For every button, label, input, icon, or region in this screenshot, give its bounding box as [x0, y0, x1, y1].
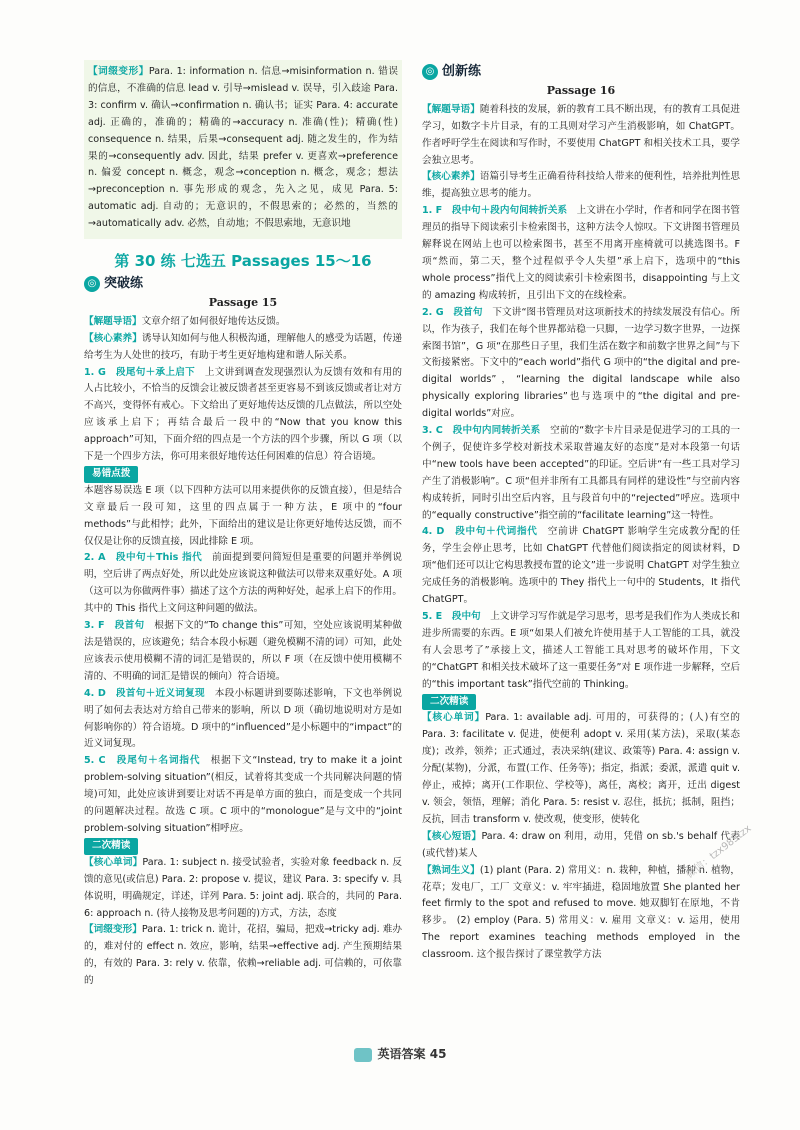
tip-1 [84, 466, 402, 483]
answer-1-text: 上文讲在小学时，作者和同学在图书管理员的指导下阅读索引卡检索图书，这种方法令人惊叹。下文讲图书管理员解释说在网站上也可以检索图书，甚至不用离开座椅就可以挑选图书。F 项“然而，第二天，整个过程似乎令人失望”承上启下，选项中的“this whole process”指代上文的阅读索引卡检索图书，disappointing 与上文的 amazing 构成转折，且引出下文的在线检索。 [422, 205, 740, 301]
answer-3 [422, 423, 740, 524]
keyword-text: Para. 1: available adj. 可用的，可获得的；(人)有空的 Para. 3: facilitate v. 促进，使便利 adopt v. 采用(某方法)，采取(某态度)；改养，领养；正式通过，表决采纳(建议、政策等) Para. 4: assign v. 分配(某物)，分派，布置(工作、任务等)；指定，指派；委派，派遣 quit v. 停止，戒掉；离开(工作职位、学校等)，离任，离校；离开，迁出 digest v. 领会，领悟，理解；消化 Para. 5: resist v. 忍住，抵抗；抵制，阻挡；反抗，回击 transform v. 使改观，使变形，使转化 [422, 712, 740, 825]
section-icon: ◎ [84, 276, 100, 292]
answer-4-text: 本段小标题讲到要陈述影响，下文也举例说明了如何去表达对方给自己带来的影响，所以 D 项（确切地说明对方是如何影响你的）符合语境。D 项中的“influenced”是小标题中的“impact”的近义词复现。 [84, 687, 403, 750]
right-column [422, 60, 740, 964]
answer-5-tag: 5. E 段中句 [422, 611, 481, 622]
section-label: 突破练 [104, 275, 144, 291]
answer-3-tag: 3. C 段中句内同转折关系 [422, 425, 541, 437]
answer-1 [422, 203, 740, 304]
answer-2 [84, 550, 402, 618]
answer-5-text: 根据下文“Instead, try to make it a joint problem-solving situation”(相反，试着将其变成一个共同解决问题的情境)可知，此处应该讲到要让对话不再是单方面的独白，而是变成一个共同的问题解决过程。故选 C 项。C 项中的“monologue”是与文中的“joint problem-solving situation”相呼应。 [84, 755, 403, 834]
vocab-para-2 [84, 922, 402, 990]
answer-3-text: 空前的“数字卡片目录是促进学习的工具的一个例子，促使许多学校对新技术采取普遍友好的态度”是对本段第一句话中“new tools have been accepted”的印证。空后讲“有一些工具对学习产生了消极影响”。C 项“但并非所有工具都具有同样的建设性”与空前内容构成转折，同时引出空后内容，且与段首句中的“rejected”呼应。选项中的“equally constructive”指空前的“facilitate learning”这一特性。 [422, 425, 740, 521]
vocab-tag-2: 【词缀变形】 [84, 924, 142, 936]
core-para [84, 331, 402, 365]
core-text: 语篇引导考生正确看待科技给人带来的便利性，培养批判性思维，提高独立思考的能力。 [422, 171, 741, 200]
core-text: 诱导认知如何与他人积极沟通，理解他人的感受为话题，传递给考生为人处世的技巧，有助于考生更好地构建和谐人际关系。 [84, 332, 403, 361]
vocab-text-2: Para. 1: trick n. 诡计，花招，骗局，把戏→tricky adj. 难办的，难对付的 effect n. 效应，影响，结果→effective adj. 产生预期结果的，有效的 Para. 3: rely v. 依靠，依赖→reliable adj. 可信赖的，可依靠的 [84, 924, 402, 987]
keyword-tag: 【核心单词】 [422, 712, 486, 724]
passage-title: Passage 15 [208, 295, 278, 309]
vocab-tag: 【词缀变形】 [88, 66, 149, 77]
answer-2-text: 前面提到要问简短但是重要的问题并举例说明，空后讲了两点好处，所以此处应该说这种做法可以带来双重好处。A 项（这可以为你做两件事）描述了这个方法的两种好处，起承上启下的作用。其中的 This 指代上文问这种问题的做法。 [84, 552, 402, 615]
section-header-breakthrough [84, 276, 402, 293]
answer-1-tag: 1. G 段尾句＋承上启下 [84, 366, 195, 378]
keyword-para [84, 855, 402, 923]
intro-text: 文章介绍了如何很好地传达反馈。 [141, 315, 286, 327]
familiar-word-tag: 【熟词生义】 [422, 864, 480, 876]
answer-4 [422, 524, 740, 609]
tip-3-label: 二次精读 [422, 694, 476, 711]
answer-5 [422, 609, 740, 694]
intro-tag: 【解题导语】 [84, 315, 142, 327]
answer-4-tag: 4. D 段中句＋代词指代 [422, 526, 538, 538]
book-logo-icon [354, 1048, 372, 1062]
tip-2-label: 二次精读 [84, 838, 138, 855]
section-icon: ◎ [422, 64, 438, 80]
page [84, 60, 741, 1070]
answer-4 [84, 686, 402, 754]
answer-3 [84, 618, 402, 686]
passage-title: Passage 16 [546, 83, 616, 97]
footer-label: 英语答案 [377, 1047, 426, 1061]
vocab-box [84, 60, 402, 239]
answer-1-tag: 1. F 段中句＋段内句间转折关系 [422, 205, 568, 217]
tip-1-body: 本题容易误选 E 项（以下四种方法可以用来提供你的反馈直接），但是结合文章最后一段可知，这里的四点属于一种方法，E 项中的“four methods”与此相悖；此外，下面给出的建议是让你更好地传达反馈，而不仅仅是让你的反馈直接，因此排除 E 项。 [84, 484, 402, 547]
intro-tag: 【解题导语】 [422, 103, 480, 115]
answer-1 [84, 365, 402, 466]
phrase-para [422, 829, 740, 863]
keyword-text: Para. 1: subject n. 接受试验者，实验对象 feedback n. 反馈的意见(或信息) Para. 2: propose v. 提议，建议 Para. 3: specify v. 具体说明，明确规定，详述，详列 Para. 5: joint adj. 联合的，共同的 Para. 6: approach n. (待人接物及思考问题的)方式，方法，态度 [84, 856, 403, 919]
answer-4-tag: 4. D 段首句＋近义词复现 [84, 687, 205, 699]
core-tag: 【核心素养】 [422, 171, 480, 183]
familiar-word-text: (1) plant (Para. 2) 常用义：n. 栽种，种植，播种 n. 植物，花草；发电厂，工厂 文章义：v. 牢牢插进，稳固地放置 She planted her feet firmly to the spot and refused to move. 她双脚钉在原地，不肯移步。 (2) employ (Para. 5) 常用义：v. 雇用 文章义：v. 运用，使用 The report examines teaching methods employed in the classroom. 这个报告探讨了课堂教学方法 [422, 864, 741, 961]
phrase-text: Para. 4: draw on 利用，动用，凭借 on sb.'s behalf 代表(或代替)某人 [422, 830, 740, 859]
unit-title: 第 30 练 七选五 Passages 15～16 [114, 252, 372, 271]
answer-5-text: 上文讲学习写作就是学习思考，思考是我们作为人类成长和进步所需要的东西。E 项“如果人们被允许使用基于人工智能的工具，就没有人会思考了”承接上文，描述人工智能工具对思考的破坏作用，下文的“ChatGPT 和相关技术破坏了这一重要任务”对 E 项作进一步解释，空后的“this important task”指代空前的 Thinking。 [422, 611, 741, 690]
keyword-para [422, 710, 740, 828]
tip-3 [422, 694, 740, 711]
answer-2 [422, 305, 740, 423]
answer-5-tag: 5. C 段尾句＋名词指代 [84, 755, 201, 767]
answer-2-text: 下文讲“图书管理员对这项新技术的持续发展没有信心。所以，作为孩子，我们在每个世界都站稳一只脚，一边学习数字世界，一边探索图书馆”，G 项“在那些日子里，我们生活在数字和前数字世界之间”与下文衔接紧密。下文中的“each world”指代 G 项中的“the digital and pre-digital worlds”，“learning the digital landscape while also physically exploring libraries”也与选项中的“the digital and pre-digital worlds”对应。 [422, 306, 740, 420]
answer-3-text: 根据下文的“To change this”可知，空处应该说明某种做法是错误的，应该避免；结合本段小标题（避免模糊不清的词）可知，此处应该表示使用模糊不清的词汇是错误的，所以 F 项（在反馈中使用模糊不清的、不明确的词汇是错误的倾向）符合语境。 [84, 620, 403, 682]
answer-1-text: 上文讲到调查发现强烈认为反馈有效和有用的人占比较小，不恰当的反馈会让被反馈者甚至更容易不到该反馈或者让对方不高兴，变得怀有戒心。下文给出了更好地传达反馈的几点做法，所以空处应该承上启下；再结合最后一段中的“Now that you know this approach”可知，下面介绍的四点是一个方法的四个步骤，所以 G 项（以下是一个四步方法，你可用来很好地传达任何困难的信息）符合语境。 [84, 366, 402, 463]
phrase-tag: 【核心短语】 [422, 830, 482, 842]
section-label: 创新练 [442, 64, 482, 79]
core-tag: 【核心素养】 [84, 332, 142, 344]
keyword-tag: 【核心单词】 [84, 856, 143, 868]
left-column [84, 60, 402, 990]
answer-4-text: 空前讲 ChatGPT 影响学生完成教分配的任务，学生会停止思考，比如 ChatGPT 代替他们阅读指定的阅读材料，D 项“他们还可以让它构思教授布置的论文”进一步说明 ChatGPT 对学生独立完成任务的消极影响。选项中的 They 指代上一句中的 Students，It 指代 ChatGPT。 [422, 526, 740, 606]
intro-text: 随着科技的发展，新的教育工具不断出现，有的教育工具促进学习，如数字卡片目录，有的工具则对学习产生消极影响，如 ChatGPT。作者呼吁学生在阅读和写作时，不要使用 ChatGPT 和相关技术工具，要学会独立思考。 [422, 103, 741, 166]
answer-5 [84, 753, 402, 838]
tip-2 [84, 838, 402, 855]
watermark: 微信：tzx985tzx [684, 823, 754, 881]
intro-para [422, 102, 740, 170]
answer-2-tag: 2. G 段首句 [422, 306, 483, 318]
vocab-text: Para. 1: information n. 信息→misinformation n. 错误的信息，不准确的信息 lead v. 引导→mislead v. 误导，引入歧途 Para. 3: confirm v. 确认→confirmation n. 确认书；证实 Para. 4: accurate adj. 正确的，准确的；精确的→accuracy n. 准确(性)；精确(性) consequence n. 结果，后果→consequent adj. 随之发生的，作为结果的→consequently adv. 因此，结果 prefer v. 更喜欢→preference n. 偏爱 concept n. 概念，观念→conception n. 概念，观念；想法→preconception n. 事先形成的观念，先入之见，成见 Para. 5: automatic adj. 自动的；无意识的，不假思索的；必然的，当然的→automatically adv. 必然，自动地；不假思索地，无意识地 [88, 66, 398, 230]
answer-2-tag: 2. A 段中句＋This 指代 [84, 552, 203, 564]
intro-para [84, 314, 402, 331]
section-header-innovation [422, 64, 740, 81]
core-para [422, 169, 740, 203]
answer-3-tag: 3. F 段首句 [84, 620, 145, 632]
tip-1-label: 易错点拨 [84, 466, 138, 483]
page-footer [0, 1045, 800, 1062]
page-number: 45 [429, 1047, 447, 1061]
